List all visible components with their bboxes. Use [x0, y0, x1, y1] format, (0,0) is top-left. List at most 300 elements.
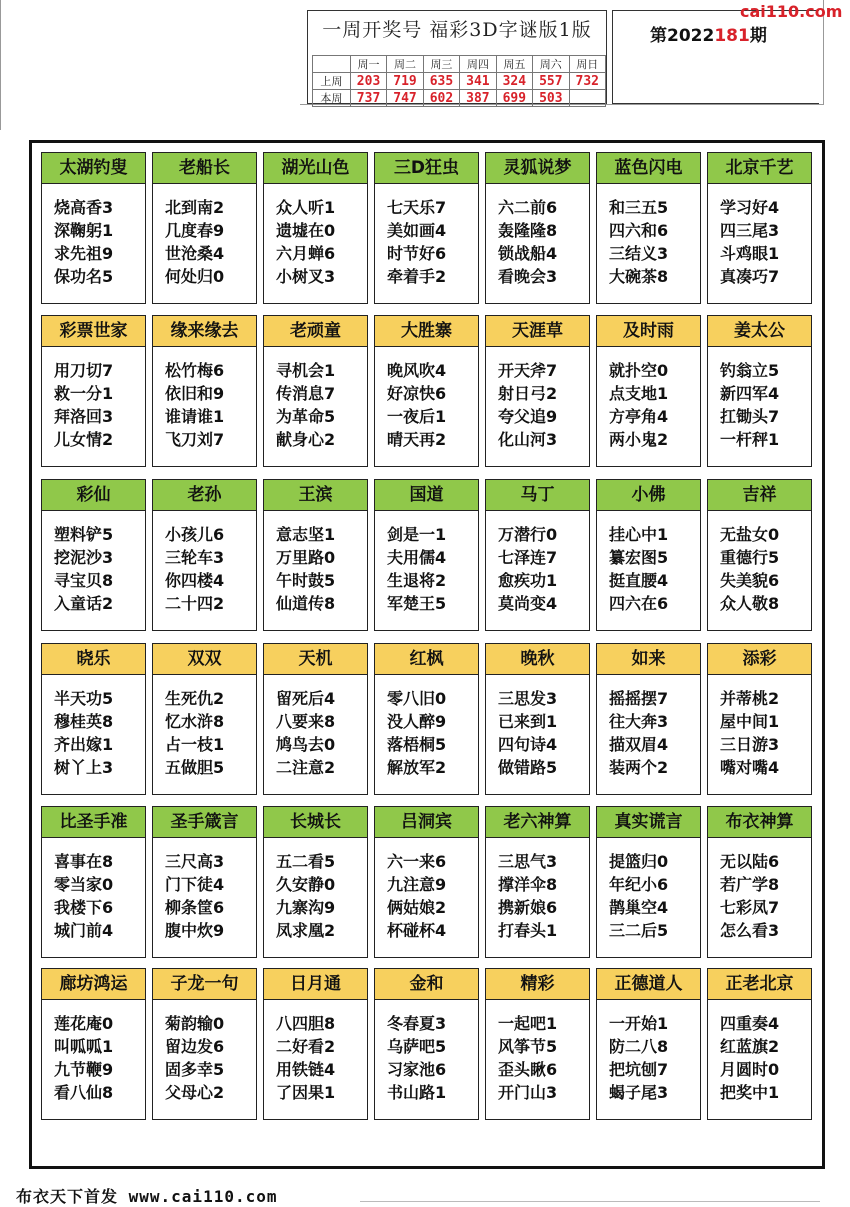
tile-lines [486, 184, 589, 288]
puzzle-tile [263, 968, 368, 1120]
issue-number-value: 181 [714, 26, 750, 46]
tile-line: 一杆秤1 [720, 430, 780, 449]
tile-line: 怎么看3 [720, 921, 780, 940]
tile-line: 年纪小6 [609, 875, 669, 894]
tile-line: 夫用儒4 [387, 548, 447, 567]
puzzle-tile [596, 968, 701, 1120]
tile-author: 老船长 [153, 153, 256, 184]
tile-lines [708, 347, 811, 451]
tile-line: 忆水浒8 [165, 712, 225, 731]
tile-line: 四六和6 [609, 221, 669, 240]
puzzle-tile [263, 152, 368, 304]
tile-line: 无以陆6 [720, 852, 780, 871]
tile-line: 纂宏图5 [609, 548, 669, 567]
tile-lines [597, 838, 700, 942]
tile-lines [486, 511, 589, 615]
tile-author: 小佛 [597, 480, 700, 511]
puzzle-tile [707, 315, 812, 467]
puzzle-tile [485, 806, 590, 958]
tile-line: 二十四2 [165, 594, 225, 613]
tile-line: 齐出嫁1 [54, 735, 114, 754]
this-week-label: 本周 [313, 90, 351, 107]
tile-line: 零当家0 [54, 875, 114, 894]
tile-lines [264, 511, 367, 615]
puzzle-tile [485, 315, 590, 467]
tile-author: 太湖钓叟 [42, 153, 145, 184]
draw-number: 503 [533, 90, 569, 107]
tile-line: 留死后4 [276, 689, 336, 708]
day-label: 周六 [533, 56, 569, 73]
tile-line: 莲花庵0 [54, 1014, 114, 1033]
tile-line: 真凑巧7 [720, 267, 780, 286]
tile-lines [375, 838, 478, 942]
tile-line: 大碗茶8 [609, 267, 669, 286]
tile-lines [708, 1000, 811, 1104]
tile-line: 和三五5 [609, 198, 669, 217]
tile-line: 鸠鸟去0 [276, 735, 336, 754]
tile-line: 生死仇2 [165, 689, 225, 708]
tile-line: 三结义3 [609, 244, 669, 263]
tile-lines [153, 347, 256, 451]
puzzle-tile [485, 152, 590, 304]
tile-author: 真实谎言 [597, 807, 700, 838]
tile-line: 烧高香3 [54, 198, 114, 217]
tile-line: 看晚会3 [498, 267, 558, 286]
issue-suffix: 期 [749, 26, 767, 46]
tile-line: 六月蝉6 [276, 244, 336, 263]
tile-line: 夸父追9 [498, 407, 558, 426]
tile-line: 七天乐7 [387, 198, 447, 217]
tile-line: 柳条筐6 [165, 898, 225, 917]
tile-line: 锁战船4 [498, 244, 558, 263]
tile-line: 点支地1 [609, 384, 669, 403]
tile-line: 众人听1 [276, 198, 336, 217]
tile-line: 九寨沟9 [276, 898, 336, 917]
tile-lines [375, 347, 478, 451]
tile-author: 天机 [264, 644, 367, 675]
tile-line: 小孩儿6 [165, 525, 225, 544]
tile-line: 万里路0 [276, 548, 336, 567]
tile-line: 七彩凤7 [720, 898, 780, 917]
tile-line: 松竹梅6 [165, 361, 225, 380]
tile-line: 生退将2 [387, 571, 447, 590]
tile-author: 老孙 [153, 480, 256, 511]
tile-line: 歪头瞅6 [498, 1060, 558, 1079]
tile-line: 解放军2 [387, 758, 447, 777]
tile-author: 国道 [375, 480, 478, 511]
day-label: 周五 [496, 56, 532, 73]
tile-line: 就扑空0 [609, 361, 669, 380]
puzzle-tile [263, 643, 368, 795]
day-header-row [313, 56, 606, 73]
tile-lines [597, 184, 700, 288]
tile-lines [153, 838, 256, 942]
this-week-row [313, 90, 606, 107]
site-logo: cai110.com [740, 2, 843, 21]
tile-author: 蓝色闪电 [597, 153, 700, 184]
issue-number [650, 21, 767, 46]
tile-line: 深鞠躬1 [54, 221, 114, 240]
tile-line: 蝎子尾3 [609, 1083, 669, 1102]
tile-author: 灵狐说梦 [486, 153, 589, 184]
tile-line: 午时鼓5 [276, 571, 336, 590]
tile-line: 久安静0 [276, 875, 336, 894]
tile-line: 求先祖9 [54, 244, 114, 263]
tile-line: 书山路1 [387, 1083, 447, 1102]
puzzle-tile [707, 152, 812, 304]
tile-line: 儿女情2 [54, 430, 114, 449]
tile-line: 六一来6 [387, 852, 447, 871]
tile-line: 何处归0 [165, 267, 225, 286]
puzzle-tile [374, 315, 479, 467]
tile-line: 众人敬8 [720, 594, 780, 613]
tile-line: 三思气3 [498, 852, 558, 871]
tile-line: 九注意9 [387, 875, 447, 894]
tile-line: 半天功5 [54, 689, 114, 708]
tile-line: 传消息7 [276, 384, 336, 403]
draw-number: 324 [496, 73, 532, 90]
tile-line: 两小鬼2 [609, 430, 669, 449]
draw-number: 557 [533, 73, 569, 90]
tile-lines [486, 1000, 589, 1104]
tile-line: 小树叉3 [276, 267, 336, 286]
day-label: 周日 [569, 56, 605, 73]
puzzle-tile [41, 479, 146, 631]
tile-line: 喜事在8 [54, 852, 114, 871]
puzzle-tile [596, 315, 701, 467]
tile-author: 晚秋 [486, 644, 589, 675]
tile-line: 凤求凰2 [276, 921, 336, 940]
puzzle-tile [41, 806, 146, 958]
puzzle-tile [374, 152, 479, 304]
tile-lines [264, 675, 367, 779]
puzzle-tile [263, 479, 368, 631]
tile-author: 晓乐 [42, 644, 145, 675]
tile-line: 一夜后1 [387, 407, 447, 426]
tile-line: 重德行5 [720, 548, 780, 567]
tile-line: 了因果1 [276, 1083, 336, 1102]
tile-line: 新四军4 [720, 384, 780, 403]
tile-line: 鹊巢空4 [609, 898, 669, 917]
tile-line: 已来到1 [498, 712, 558, 731]
tile-lines [153, 675, 256, 779]
draw-number: 699 [496, 90, 532, 107]
tile-line: 打春头1 [498, 921, 558, 940]
tile-line: 入童话2 [54, 594, 114, 613]
tile-line: 落梧桐5 [387, 735, 447, 754]
day-label: 周二 [387, 56, 423, 73]
tile-line: 万潜行0 [498, 525, 558, 544]
tile-line: 叫呱呱1 [54, 1037, 114, 1056]
tile-lines [375, 675, 478, 779]
tile-line: 城门前4 [54, 921, 114, 940]
tile-author: 北京千艺 [708, 153, 811, 184]
tile-line: 腹中炊9 [165, 921, 225, 940]
tile-lines [597, 675, 700, 779]
tile-author: 老六神算 [486, 807, 589, 838]
tile-author: 如来 [597, 644, 700, 675]
tile-lines [153, 1000, 256, 1104]
tile-line: 寻宝贝8 [54, 571, 114, 590]
tile-line: 失美貌6 [720, 571, 780, 590]
tile-lines [597, 511, 700, 615]
tile-author: 大胜寨 [375, 316, 478, 347]
last-week-row [313, 73, 606, 90]
tile-line: 树丫上3 [54, 758, 114, 777]
footer-text: 布衣天下首发 www.cai110.com [16, 1187, 278, 1206]
tile-line: 挺直腰4 [609, 571, 669, 590]
tile-author: 双双 [153, 644, 256, 675]
puzzle-tile [41, 968, 146, 1120]
tile-line: 撑洋伞8 [498, 875, 558, 894]
tile-line: 挖泥沙3 [54, 548, 114, 567]
issue-prefix: 第2022 [650, 26, 715, 46]
puzzle-tile [596, 806, 701, 958]
tile-line: 保功名5 [54, 267, 114, 286]
last-week-label: 上周 [313, 73, 351, 90]
tile-line: 三尺高3 [165, 852, 225, 871]
puzzle-tile [152, 315, 257, 467]
tile-author: 正老北京 [708, 969, 811, 1000]
tile-lines [264, 838, 367, 942]
puzzle-tile [263, 315, 368, 467]
tile-line: 描双眉4 [609, 735, 669, 754]
draw-number: 737 [350, 90, 386, 107]
tile-author: 彩仙 [42, 480, 145, 511]
tile-author: 比圣手准 [42, 807, 145, 838]
tile-line: 挂心中1 [609, 525, 669, 544]
tile-lines [708, 184, 811, 288]
tile-author: 红枫 [375, 644, 478, 675]
tile-line: 固多幸5 [165, 1060, 225, 1079]
tile-line: 提篮归0 [609, 852, 669, 871]
tile-line: 屋中间1 [720, 712, 780, 731]
puzzle-tile [263, 806, 368, 958]
tile-line: 二注意2 [276, 758, 336, 777]
tile-line: 习家池6 [387, 1060, 447, 1079]
tile-line: 父母心2 [165, 1083, 225, 1102]
tile-line: 几度春9 [165, 221, 225, 240]
tile-line: 占一枝1 [165, 735, 225, 754]
tile-lines [486, 347, 589, 451]
draw-number: 747 [387, 90, 423, 107]
tile-line: 四六在6 [609, 594, 669, 613]
tile-line: 斗鸡眼1 [720, 244, 780, 263]
tile-line: 把坑刨7 [609, 1060, 669, 1079]
puzzle-tile [152, 643, 257, 795]
tile-line: 一开始1 [609, 1014, 669, 1033]
tile-lines [264, 1000, 367, 1104]
tile-line: 用铁链4 [276, 1060, 336, 1079]
tile-line: 世沧桑4 [165, 244, 225, 263]
tile-lines [42, 347, 145, 451]
tile-line: 七泽连7 [498, 548, 558, 567]
tile-lines [375, 1000, 478, 1104]
tile-line: 菊韵输0 [165, 1014, 225, 1033]
tile-author: 子龙一句 [153, 969, 256, 1000]
tile-line: 无盐女0 [720, 525, 780, 544]
tile-lines [42, 184, 145, 288]
draw-number: 203 [350, 73, 386, 90]
draw-number: 341 [460, 73, 496, 90]
tile-lines [264, 347, 367, 451]
tile-lines [486, 838, 589, 942]
puzzle-tile [485, 479, 590, 631]
tile-author: 吉祥 [708, 480, 811, 511]
puzzle-tile [41, 152, 146, 304]
puzzle-tile [596, 152, 701, 304]
tile-lines [153, 511, 256, 615]
tile-line: 乌萨吧5 [387, 1037, 447, 1056]
puzzle-tile [707, 968, 812, 1120]
tile-line: 时节好6 [387, 244, 447, 263]
tile-line: 化山河3 [498, 430, 558, 449]
tile-line: 剑是一1 [387, 525, 447, 544]
tile-author: 廊坊鸿运 [42, 969, 145, 1000]
tile-author: 湖光山色 [264, 153, 367, 184]
tile-line: 学习好4 [720, 198, 780, 217]
puzzle-tile [596, 643, 701, 795]
tile-author: 三D狂虫 [375, 153, 478, 184]
tile-line: 六二前6 [498, 198, 558, 217]
draw-number: 732 [569, 73, 605, 90]
tile-author: 正德道人 [597, 969, 700, 1000]
tile-line: 往大奔3 [609, 712, 669, 731]
tile-line: 杯碰杯4 [387, 921, 447, 940]
tile-line: 用刀切7 [54, 361, 114, 380]
tile-line: 防二八8 [609, 1037, 669, 1056]
tile-lines [153, 184, 256, 288]
tile-author: 精彩 [486, 969, 589, 1000]
tile-line: 拜洛回3 [54, 407, 114, 426]
tile-lines [375, 184, 478, 288]
day-label: 周一 [350, 56, 386, 73]
tile-author: 天涯草 [486, 316, 589, 347]
tile-lines [597, 347, 700, 451]
tile-line: 谁请谁1 [165, 407, 225, 426]
puzzle-tile [707, 643, 812, 795]
tile-line: 风筝节5 [498, 1037, 558, 1056]
tile-line: 钓翁立5 [720, 361, 780, 380]
tile-line: 军楚王5 [387, 594, 447, 613]
tile-line: 装两个2 [609, 758, 669, 777]
tile-line: 三日游3 [720, 735, 780, 754]
weekly-draw-table [312, 55, 606, 107]
tile-line: 一起吧1 [498, 1014, 558, 1033]
draw-number [569, 90, 605, 107]
page-title: 一周开奖号 福彩3D字谜版1版 [322, 19, 592, 41]
tile-author: 彩票世家 [42, 316, 145, 347]
tile-line: 仙道传8 [276, 594, 336, 613]
tile-author: 及时雨 [597, 316, 700, 347]
tile-line: 扛锄头7 [720, 407, 780, 426]
tile-lines [708, 511, 811, 615]
tile-lines [42, 1000, 145, 1104]
draw-number: 635 [423, 73, 459, 90]
puzzle-tile [374, 968, 479, 1120]
puzzle-tile [485, 643, 590, 795]
tile-line: 遗墟在0 [276, 221, 336, 240]
tile-line: 留边发6 [165, 1037, 225, 1056]
tile-line: 四句诗4 [498, 735, 558, 754]
puzzle-tile [596, 479, 701, 631]
tile-line: 若广学8 [720, 875, 780, 894]
tile-line: 八四胆8 [276, 1014, 336, 1033]
puzzle-tile [707, 806, 812, 958]
tile-lines [708, 838, 811, 942]
puzzle-tile [485, 968, 590, 1120]
tile-line: 轰隆隆8 [498, 221, 558, 240]
tile-line: 携新娘6 [498, 898, 558, 917]
draw-number: 602 [423, 90, 459, 107]
tile-line: 晴天再2 [387, 430, 447, 449]
tile-line: 并蒂桃2 [720, 689, 780, 708]
tile-line: 开门山3 [498, 1083, 558, 1102]
footer-line [360, 1201, 820, 1202]
tile-line: 看八仙8 [54, 1083, 114, 1102]
tile-author: 日月通 [264, 969, 367, 1000]
tile-lines [42, 511, 145, 615]
puzzle-tile [152, 479, 257, 631]
puzzle-tile [152, 968, 257, 1120]
tile-line: 依旧和9 [165, 384, 225, 403]
tile-line: 意志坚1 [276, 525, 336, 544]
puzzle-tile [374, 643, 479, 795]
tile-line: 牵着手2 [387, 267, 447, 286]
tile-line: 二好看2 [276, 1037, 336, 1056]
puzzle-tile [41, 643, 146, 795]
puzzle-tile [41, 315, 146, 467]
tile-line: 四重奏4 [720, 1014, 780, 1033]
tile-author: 姜太公 [708, 316, 811, 347]
left-edge-line [0, 0, 1, 130]
tile-line: 三思发3 [498, 689, 558, 708]
puzzle-tile [152, 152, 257, 304]
tile-lines [708, 675, 811, 779]
tile-line: 寻机会1 [276, 361, 336, 380]
puzzle-tile [374, 806, 479, 958]
tile-line: 零八旧0 [387, 689, 447, 708]
tile-lines [264, 184, 367, 288]
tile-line: 四三尾3 [720, 221, 780, 240]
tile-author: 缘来缘去 [153, 316, 256, 347]
tile-author: 马丁 [486, 480, 589, 511]
tile-line: 没人醉9 [387, 712, 447, 731]
tile-line: 飞刀刘7 [165, 430, 225, 449]
puzzle-tile [707, 479, 812, 631]
tile-line: 月圆时0 [720, 1060, 780, 1079]
tile-lines [486, 675, 589, 779]
tile-line: 射日弓2 [498, 384, 558, 403]
tile-line: 五做胆5 [165, 758, 225, 777]
tile-line: 穆桂英8 [54, 712, 114, 731]
puzzle-tile [152, 806, 257, 958]
day-label: 周四 [460, 56, 496, 73]
tile-line: 莫尚变4 [498, 594, 558, 613]
draw-number: 387 [460, 90, 496, 107]
tile-line: 俩姑娘2 [387, 898, 447, 917]
tile-line: 塑料铲5 [54, 525, 114, 544]
tile-line: 愈疾功1 [498, 571, 558, 590]
tile-line: 方亭角4 [609, 407, 669, 426]
tile-line: 做错路5 [498, 758, 558, 777]
tile-line: 五二看5 [276, 852, 336, 871]
tile-line: 三轮车3 [165, 548, 225, 567]
tile-author: 老顽童 [264, 316, 367, 347]
tile-lines [375, 511, 478, 615]
tile-line: 门下徒4 [165, 875, 225, 894]
tile-author: 布衣神算 [708, 807, 811, 838]
